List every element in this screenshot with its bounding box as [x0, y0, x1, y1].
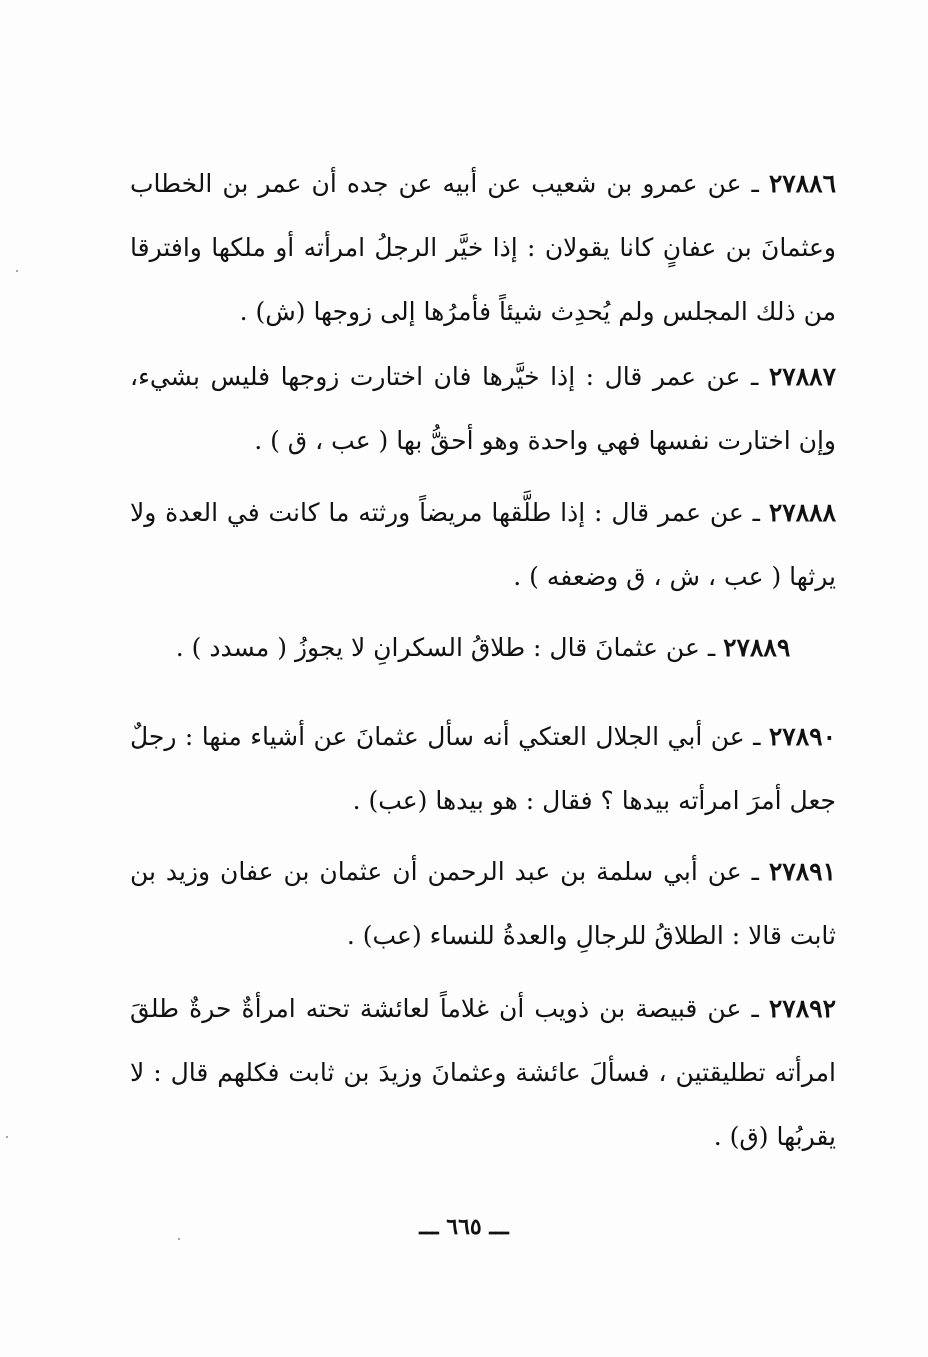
- hadith-paragraph-27892: [130, 977, 836, 1169]
- page-number: ـــ ٦٦٥ ـــ: [419, 1214, 509, 1240]
- hadith-text: ـ عن أبي سلمة بن عبد الرحمن أن عثمان بن عفان وزيد بن ثابت قالا : الطلاقُ للرجالِ والعدةُ للنساء (عب) .: [130, 857, 836, 950]
- hadith-paragraph-27891: [130, 840, 836, 968]
- hadith-text: ـ عن عمر قال : إذا خيَّرها فان اختارت زوجها فليس بشيء، وإن اختارت نفسها فهي واحدة وهو أحقُّ بها ( عب ، ق ) .: [130, 362, 836, 455]
- hadith-number: ٢٧٨٩١: [768, 857, 836, 886]
- hadith-text: ـ عن أبي الجلال العتكي أنه سأل عثمانَ عن أشياء منها : رجلٌ جعل أمرَ امرأته بيدها ؟ فقال : هو بيدها (عب) .: [130, 722, 836, 815]
- hadith-text: ـ عن عثمانَ قال : طلاقُ السكرانِ لا يجوزُ ( مسدد ) .: [175, 633, 716, 662]
- hadith-paragraph-27887: [130, 345, 836, 473]
- hadith-paragraph-27888: [130, 481, 836, 609]
- hadith-number: ٢٧٨٨٩: [723, 633, 791, 662]
- scan-speck: [178, 1238, 180, 1240]
- hadith-paragraph-27890: [130, 705, 836, 833]
- hadith-number: ٢٧٨٩٠: [768, 722, 836, 751]
- hadith-paragraph-27886: [130, 152, 836, 344]
- scan-speck: [6, 1136, 8, 1138]
- hadith-number: ٢٧٨٨٦: [768, 169, 837, 198]
- hadith-number: ٢٧٨٨٧: [768, 362, 836, 391]
- hadith-number: ٢٧٨٨٨: [768, 498, 836, 527]
- hadith-paragraph-27889: [130, 616, 836, 680]
- hadith-number: ٢٧٨٩٢: [768, 994, 836, 1023]
- hadith-text: ـ عن عمر قال : إذا طلَّقها مريضاً ورثته ما كانت في العدة ولا يرثها ( عب ، ش ، ق وضعفه ) .: [130, 498, 836, 591]
- hadith-text: ـ عن عمرو بن شعيب عن أبيه عن جده أن عمر بن الخطاب وعثمانَ بن عفانٍ كانا يقولان : إذا خيَّر الرجلُ امرأته أو ملكها وافترقا من ذلك المجلس ولم يُحدِث شيئاً فأمرُها إلى زوجها (ش) .: [130, 169, 836, 326]
- hadith-text: ـ عن قبيصة بن ذويب أن غلاماً لعائشة تحته امرأةٌ حرةٌ طلقَ امرأته تطليقتين ، فسألَ عائشة وعثمانَ وزيدَ بن ثابت فكلهم قال : لا يقربُها (ق) .: [130, 994, 836, 1151]
- scan-speck: [16, 270, 18, 272]
